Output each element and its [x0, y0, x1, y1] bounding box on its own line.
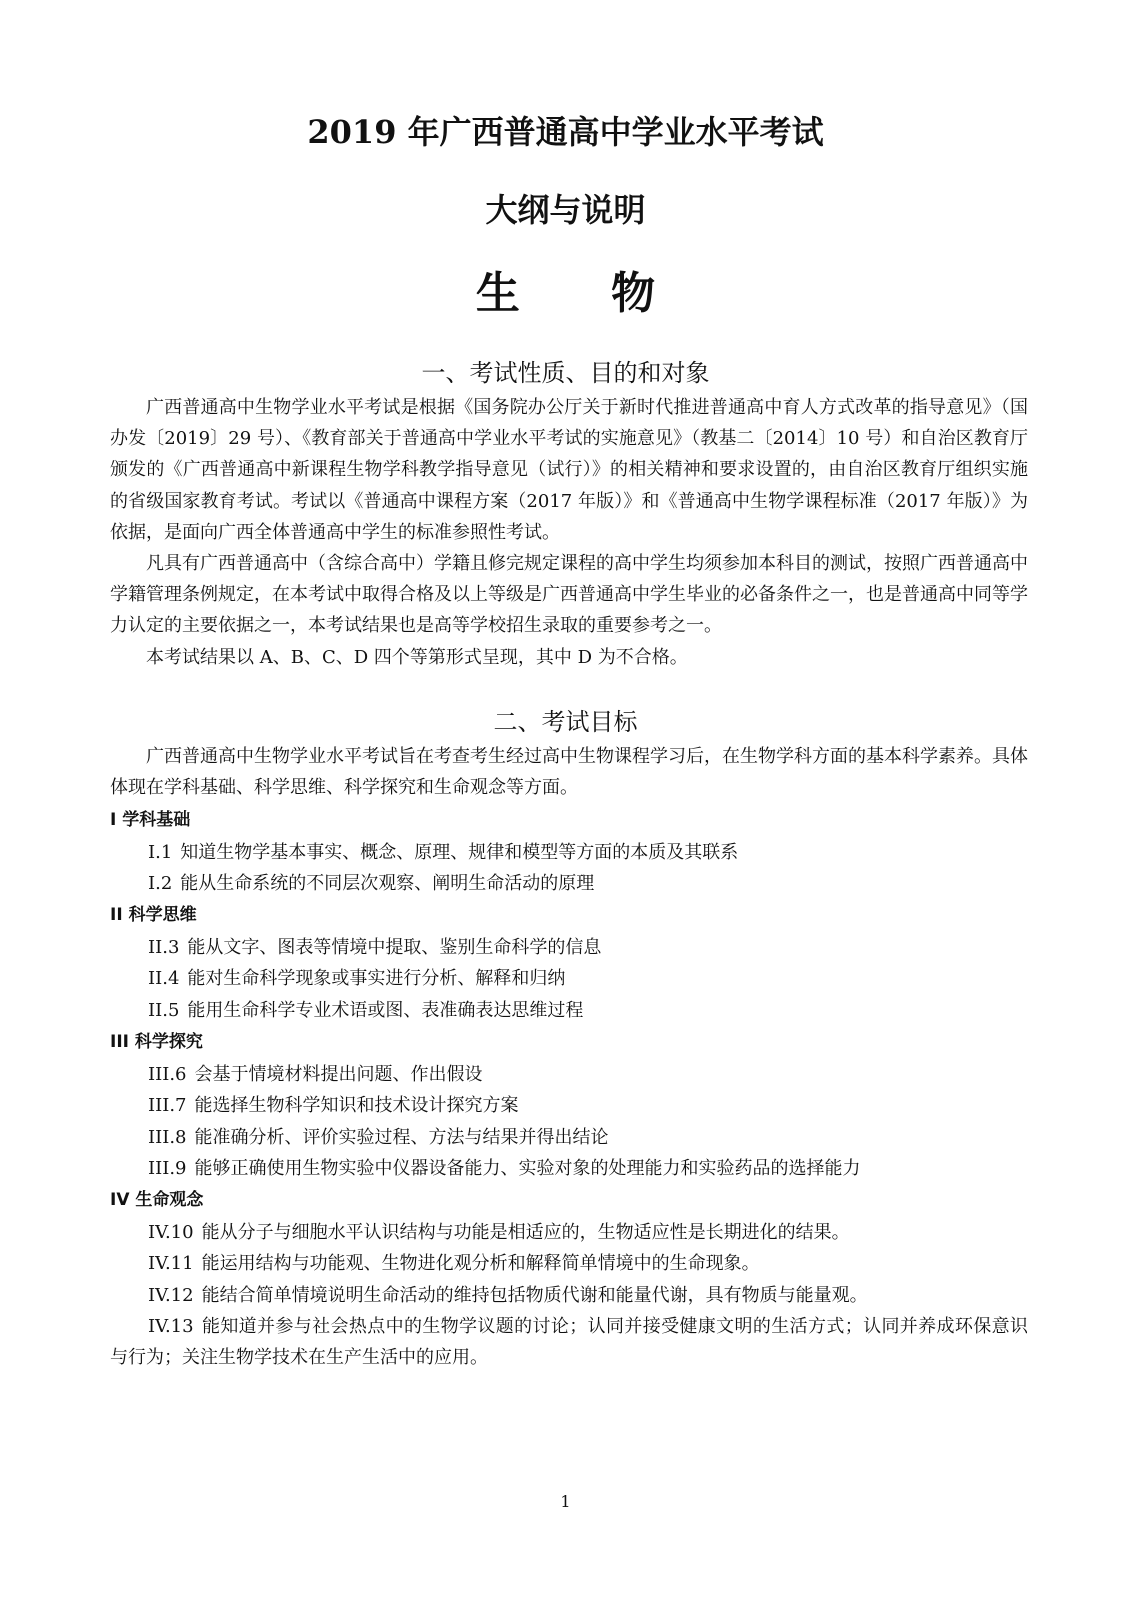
objective-code: II.3 [148, 937, 180, 958]
category-label: I 学科基础 [110, 810, 191, 830]
objective-text: 能从文字、图表等情境中提取、鉴别生命科学的信息 [187, 937, 602, 958]
objective-code: III.8 [148, 1127, 187, 1148]
section-heading-2: 二、考试目标 [493, 708, 638, 736]
objective-item [148, 1280, 868, 1311]
objective-item [148, 1217, 850, 1248]
subject-title: 生 物 [475, 268, 694, 319]
objective-text: 能运用结构与功能观、生物进化观分析和解释简单情境中的生命现象。 [201, 1253, 760, 1274]
objective-item [148, 837, 738, 868]
section1-paragraph-2: 凡具有广西普通高中（含综合高中）学籍且修完规定课程的高中学生均须参加本科目的测试，按照广西普通高中学籍管理条例规定，在本考试中取得合格及以上等级是广西普通高中学生毕业的必备条件之一，也是普通高中同等学力认定的主要依据之一，本考试结果也是高等学校招生录取的重要参考之一。 [110, 553, 1028, 637]
objective-code: IV.10 [148, 1222, 194, 1243]
objective-code: II.5 [148, 1000, 180, 1021]
objective-item [148, 932, 601, 963]
category-label: II 科学思维 [110, 905, 197, 925]
objective-item [148, 995, 583, 1026]
objective-item [148, 1090, 519, 1121]
category-label: IV 生命观念 [110, 1190, 204, 1210]
objective-code: II.4 [148, 968, 180, 989]
objective-code: III.7 [148, 1095, 187, 1116]
objective-text: 知道生物学基本事实、概念、原理、规律和模型等方面的本质及其联系 [180, 842, 739, 863]
objective-code: I.1 [148, 842, 173, 863]
objective-text: 能结合简单情境说明生命活动的维持包括物质代谢和能量代谢，具有物质与能量观。 [201, 1285, 868, 1306]
objective-code: IV.13 [148, 1316, 194, 1337]
section-heading-1: 一、考试性质、目的和对象 [421, 359, 710, 387]
objective-text: 能从生命系统的不同层次观察、阐明生命活动的原理 [180, 873, 595, 894]
objective-text: 能从分子与细胞水平认识结构与功能是相适应的，生物适应性是长期进化的结果。 [201, 1222, 850, 1243]
objective-item [148, 1153, 861, 1184]
page-number: 1 [560, 1492, 571, 1511]
section2-intro: 广西普通高中生物学业水平考试旨在考查考生经过高中生物课程学习后，在生物学科方面的基本科学素养。具体体现在学科基础、科学思维、科学探究和生命观念等方面。 [110, 746, 1028, 799]
document-subtitle: 大纲与说明 [485, 191, 646, 229]
objective-item [148, 1059, 483, 1090]
objective-text: 能知道并参与社会热点中的生物学议题的讨论；认同并接受健康文明的生活方式；认同并养成环保意识与行为；关注生物学技术在生产生活中的应用。 [110, 1316, 1028, 1369]
objective-code: III.6 [148, 1064, 187, 1085]
objective-item [110, 1311, 1028, 1373]
objective-code: IV.12 [148, 1285, 194, 1306]
objective-text: 能对生命科学现象或事实进行分析、解释和归纳 [187, 968, 566, 989]
objective-item [148, 963, 565, 994]
objective-text: 能用生命科学专业术语或图、表准确表达思维过程 [187, 1000, 584, 1021]
objective-text: 能选择生物科学知识和技术设计探究方案 [194, 1095, 519, 1116]
objective-text: 能够正确使用生物实验中仪器设备能力、实验对象的处理能力和实验药品的选择能力 [194, 1158, 861, 1179]
category-label: III 科学探究 [110, 1032, 203, 1052]
objective-item [148, 868, 594, 899]
objective-item [148, 1122, 609, 1153]
section1-paragraph-1: 广西普通高中生物学业水平考试是根据《国务院办公厅关于新时代推进普通高中育人方式改革的指导意见》（国办发〔2019〕29 号）、《教育部关于普通高中学业水平考试的实施意见》（教基二〔2014〕10 号）和自治区教育厅颁发的《广西普通高中新课程生物学科教学指导意见（试行）》的相关精神和要求设置的，由自治区教育厅组织实施的省级国家教育考试。考试以《普通高中课程方案（2017 年版）》和《普通高中生物学课程标准（2017 年版）》为依据，是面向广西全体普通高中学生的标准参照性考试。 [110, 397, 1028, 543]
section1-paragraph-3: 本考试结果以 A、B、C、D 四个等第形式呈现，其中 D 为不合格。 [146, 647, 688, 668]
document-title: 2019 年广西普通高中学业水平考试 [307, 113, 824, 151]
objective-code: III.9 [148, 1158, 187, 1179]
objective-code: I.2 [148, 873, 173, 894]
objective-text: 能准确分析、评价实验过程、方法与结果并得出结论 [194, 1127, 609, 1148]
objective-code: IV.11 [148, 1253, 194, 1274]
objective-text: 会基于情境材料提出问题、作出假设 [194, 1064, 483, 1085]
objective-item [148, 1248, 760, 1279]
